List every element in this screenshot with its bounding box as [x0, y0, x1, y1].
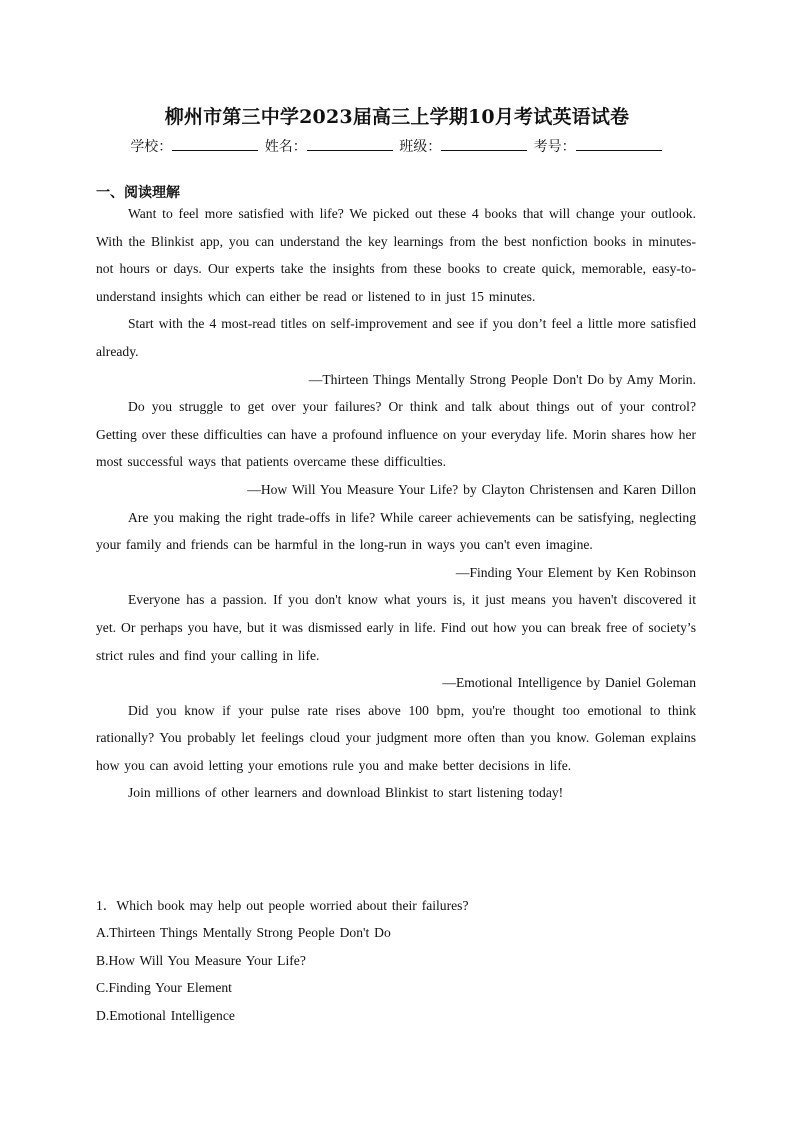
option-d[interactable]: D.Emotional Intelligence — [96, 1007, 235, 1023]
book-1-description: Do you struggle to get over your failures? Or think and talk about things out of your control? Getting over these difficulties can have a profound influence on your everyday life. Morin shares how her most successful ways that patients overcame these difficulties. — [96, 399, 696, 470]
question-1-stem: 1．Which book may help out people worried about their failures? — [96, 898, 469, 913]
question-1 — [96, 892, 696, 1029]
book-1-title: —Thirteen Things Mentally Strong People Don't Do by Amy Morin. — [308, 371, 696, 387]
book-2-description: Are you making the right trade-offs in life? While career achievements can be satisfying, neglecting your family and friends can be harmful in the long-run in ways you can't even imagine. — [96, 509, 696, 553]
passage-intro: Want to feel more satisfied with life? We picked out these 4 books that will change your outlook. With the Blinkist app, you can understand the key learnings from the best nonfiction books in minutes-not hours or days. Our experts take the insights from these books to create quick, memorable, easy-to-understand insights which can either be read or listened to in just 15 minutes. — [96, 206, 696, 304]
option-b[interactable]: B.How Will You Measure Your Life? — [96, 952, 306, 968]
school-blank[interactable] — [172, 138, 258, 151]
passage-closing: Join millions of other learners and download Blinkist to start listening today! — [128, 785, 564, 801]
name-label: 姓名： — [264, 139, 307, 155]
book-4-title: —Emotional Intelligence by Daniel Goleman — [442, 675, 696, 691]
name-blank[interactable] — [307, 138, 393, 151]
book-4-description: Did you know if your pulse rate rises above 100 bpm, you're thought too emotional to think rationally? You probably let feelings cloud your judgment more often than you know. Goleman explains how you can avoid letting your emotions rule you and make better decisions in life. — [96, 702, 696, 773]
reading-passage — [96, 200, 696, 807]
book-2-title: —How Will You Measure Your Life? by Clayton Christensen and Karen Dillon — [247, 481, 696, 497]
school-label: 学校： — [130, 139, 173, 155]
option-a[interactable]: A.Thirteen Things Mentally Strong People Don't Do — [96, 925, 391, 941]
exam-title: 柳州市第三中学2023届高三上学期10月考试英语试卷 — [164, 106, 630, 128]
id-blank[interactable] — [576, 138, 662, 151]
passage-start: Start with the 4 most-read titles on self-improvement and see if you don’t feel a little more satisfied already. — [96, 316, 696, 359]
class-label: 班级： — [399, 139, 442, 155]
book-3-description: Everyone has a passion. If you don't know what yours is, it just means you haven't discovered it yet. Or perhaps you have, but it was dismissed early in life. Find out how you can break free of society’s strict rules and find your calling in life. — [96, 592, 696, 663]
book-3-title: —Finding Your Element by Ken Robinson — [455, 564, 696, 580]
class-blank[interactable] — [441, 138, 527, 151]
id-label: 考号： — [533, 139, 576, 155]
section-heading: 一、阅读理解 — [96, 185, 180, 201]
option-c[interactable]: C.Finding Your Element — [96, 980, 232, 996]
student-info-line — [0, 136, 794, 156]
